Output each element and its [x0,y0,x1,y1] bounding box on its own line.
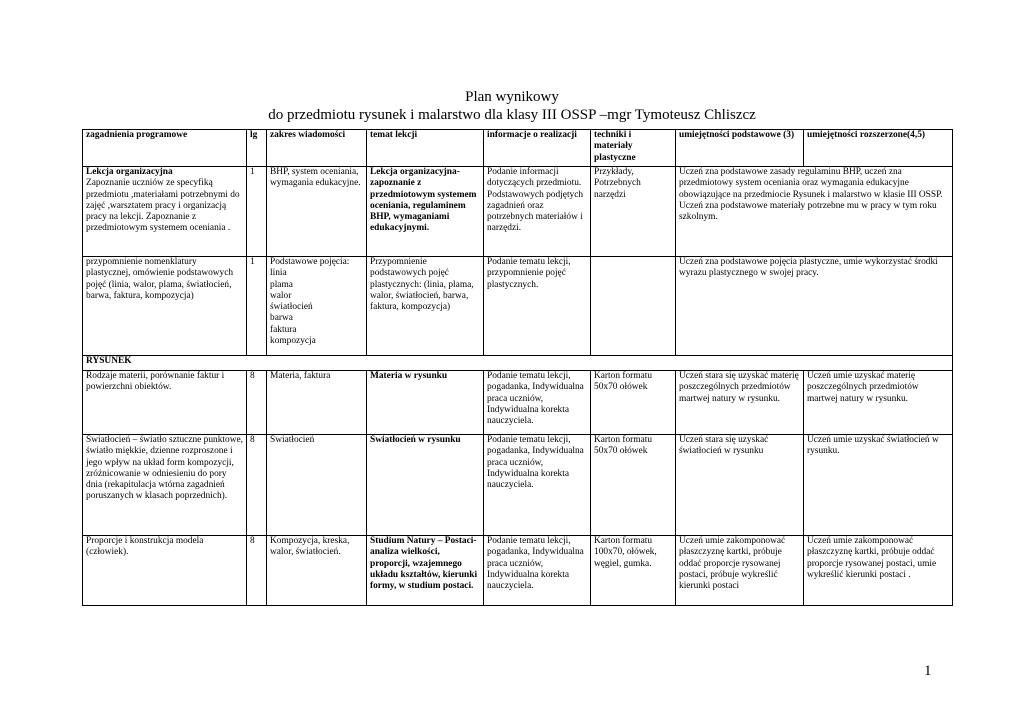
info-cell: Podanie tematu lekcji, pogadanka, Indywidualna praca uczniów, Indywidualna korekta nauczyciela. [484,371,591,435]
scope-line: kompozycja [270,336,316,347]
lesson-cell: Światłocień w rysunku [367,435,484,536]
header-scope: zakres wiadomości [267,130,367,167]
table-row [83,257,953,356]
table-row [83,167,953,257]
basic-skills-cell: Uczeń stara się uzyskać materię poszczególnych przedmiotów martwej natury w rysunku. [676,371,804,435]
scope-cell [267,257,367,356]
basic-skills-cell: Uczeń stara się uzyskać światłocień w rysunku [676,435,804,536]
hours-cell: 1 [247,167,267,257]
section-row [83,356,953,371]
header-basic-skills: umiejętności podstawowe (3) [676,130,804,167]
skills-cell: Uczeń zna podstawowe pojęcia plastyczne, umie wykorzystać środki wyrazu plastycznego w swojej pracy. [676,257,953,356]
scope-cell: Światłocień [267,435,367,536]
extended-skills-cell: Uczeń umie uzyskać światłocień w rysunku. [804,435,953,536]
tech-cell: Przykłady, Potrzebnych narzędzi [591,167,676,257]
hours-cell: 8 [247,371,267,435]
tech-cell: Karton formatu 50x70 ołówek [591,371,676,435]
extended-skills-cell: Uczeń umie zakomponować płaszczyznę kartki, próbuje oddać proporcje rysowanej postaci, umie wykreślić kierunki postaci . [804,536,953,606]
section-label: RYSUNEK [83,356,953,371]
extended-skills-cell: Uczeń umie uzyskać materię poszczególnych przedmiotów martwej natury w rysunku. [804,371,953,435]
lesson-cell: Lekcja organizacyjna- zapoznanie z przedmiotowym systemem oceniania, regulaminem BHP, wymaganiami edukacyjnymi. [367,167,484,257]
topic-body: Zapoznanie uczniów ze specyfiką przedmiotu ,materiałami potrzebnymi do zajęć ,warsztatem pracy i organizacją pracy na lekcji. Zapoznanie z przedmiotowym systemem oceniania . [86,178,240,234]
scope-line: światłocień [270,302,313,313]
topic-cell: Światłocień – światło sztuczne punktowe, światło miękkie, dzienne rozproszone i jego wpływ na układ form kompozycji, zróżnicowanie w odniesieniu do pory dnia (rekapitulacja wtórna zagadnień poruszanych w klasach poprzednich). [83,435,247,536]
scope-line: Podstawowe pojęcia: [270,257,350,267]
topic-cell: Rodzaje materii, porównanie faktur i powierzchni obiektów. [83,371,247,435]
header-hours: lg [247,130,267,167]
lesson-cell: Przypomnienie podstawowych pojęć plastycznych: (linia, plama, walor, światłocień, barwa, faktura, kompozycja) [367,257,484,356]
title-line-2: do przedmiotu rysunek i malarstwo dla klasy III OSSP –mgr Tymoteusz Chliszcz [268,107,756,123]
header-info: informacje o realizacji [484,130,591,167]
table-row [83,536,953,606]
tech-cell [591,257,676,356]
header-extended-skills: umiejętności rozszerzone(4,5) [804,130,953,167]
scope-cell: BHP, system oceniania, wymagania edukacyjne. [267,167,367,257]
tech-cell: Karton formatu 50x70 ołówek [591,435,676,536]
page-number: 1 [924,663,932,679]
document-title [0,88,1024,124]
topic-cell [83,167,247,257]
scope-line: linia [270,268,287,279]
hours-cell: 1 [247,257,267,356]
skills-cell: Uczeń zna podstawowe zasady regulaminu BHP, uczeń zna przedmiotowy system oceniania oraz wymagania edukacyjne obowiązujące na przedmiocie Rysunek i malarstwo w klasie III OSSP. Uczeń zna podstawowe materiały potrzebne mu w pracy w tym roku szkolnym. [676,167,953,257]
title-line-1: Plan wynikowy [465,89,559,105]
scope-cell: Materia, faktura [267,371,367,435]
scope-line: walor [270,290,292,301]
plan-table [82,129,953,606]
scope-line: faktura [270,324,297,335]
scope-line: barwa [270,313,293,324]
header-lesson: temat lekcji [367,130,484,167]
lesson-cell: Studium Natury – Postaci- analiza wielkości, proporcji, wzajemnego układu kształtów, kierunki formy, w studium postaci. [367,536,484,606]
info-cell: Podanie tematu lekcji, przypomnienie pojęć plastycznych. [484,257,591,356]
table-row [83,371,953,435]
info-cell: Podanie tematu lekcji, pogadanka, Indywidualna praca uczniów, Indywidualna korekta nauczyciela. [484,536,591,606]
scope-line: plama [270,279,293,290]
info-cell: Podanie informacji dotyczących przedmiotu. Podstawowych podjętych zagadnień oraz potrzebnych materiałów i narzędzi. [484,167,591,257]
topic-title: Lekcja organizacyjna [86,167,173,177]
basic-skills-cell: Uczeń umie zakomponować płaszczyznę kartki, próbuje oddać proporcje rysowanej postaci, próbuje wykreślić kierunki postaci [676,536,804,606]
table-row [83,435,953,536]
hours-cell: 8 [247,536,267,606]
hours-cell: 8 [247,435,267,536]
topic-cell: Proporcje i konstrukcja modela (człowiek). [83,536,247,606]
header-row [83,130,953,167]
scope-cell: Kompozycja, kreska, walor, światłocień. [267,536,367,606]
header-tech: techniki i materiały plastyczne [591,130,676,167]
header-topics: zagadnienia programowe [83,130,247,167]
tech-cell: Karton formatu 100x70, ołówek, węgiel, gumka. [591,536,676,606]
info-cell: Podanie tematu lekcji, pogadanka, Indywidualna praca uczniów, Indywidualna korekta nauczyciela. [484,435,591,536]
topic-cell: przypomnienie nomenklatury plastycznej, omówienie podstawowych pojęć (linia, walor, plama, światłocień, barwa, faktura, kompozycja) [83,257,247,356]
lesson-cell: Materia w rysunku [367,371,484,435]
